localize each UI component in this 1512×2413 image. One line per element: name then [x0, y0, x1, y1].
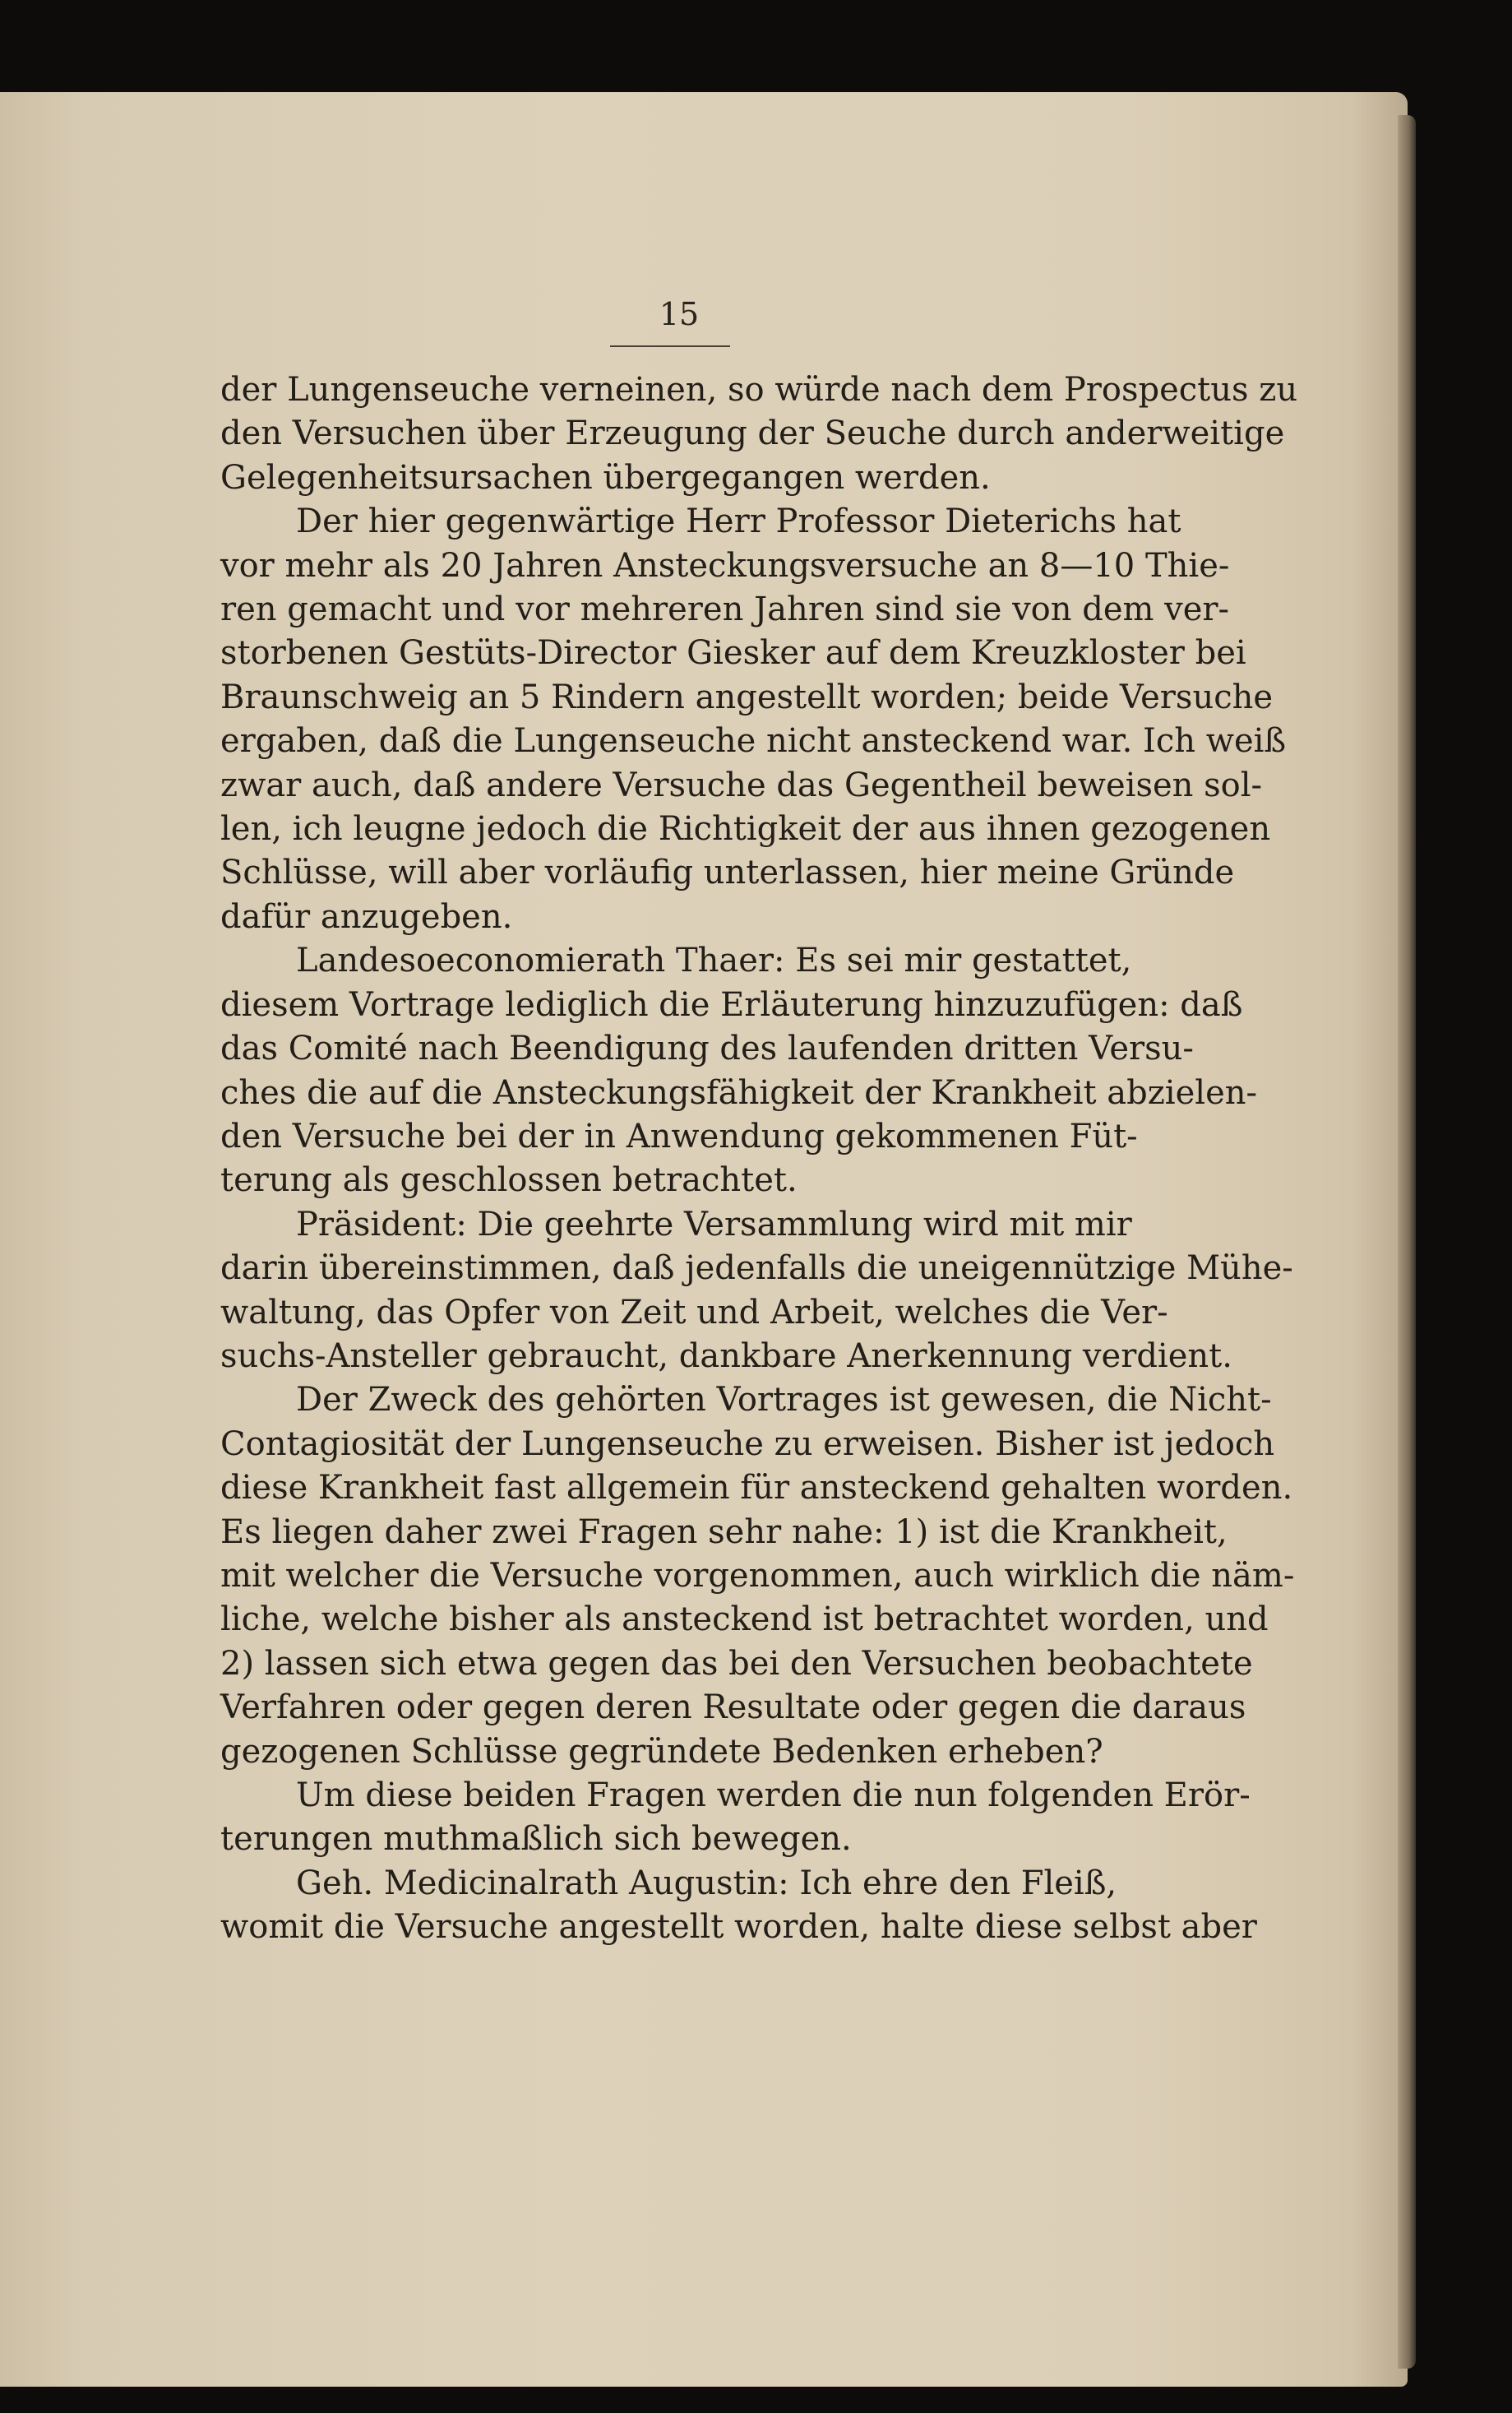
text-line: Contagiosität der Lungenseuche zu erweisen. Bisher ist jedoch — [220, 1424, 1275, 1463]
text-line: Schlüsse, will aber vorläufig unterlassen, hier meine Gründe — [220, 854, 1235, 892]
text-line: Gelegenheitsursachen übergegangen werden. — [220, 458, 991, 497]
text-line: liche, welche bisher als ansteckend ist betrachtet worden, und — [220, 1600, 1269, 1639]
text-line: womit die Versuche angestellt worden, halte diese selbst aber — [220, 1908, 1257, 1947]
text-line: Geh. Medicinalrath Augustin: Ich ehre den Fleiß, — [296, 1864, 1117, 1902]
text-line: ergaben, daß die Lungenseuche nicht ansteckend war. Ich weiß — [220, 722, 1287, 761]
text-line: den Versuchen über Erzeugung der Seuche durch anderweitige — [220, 415, 1285, 453]
text-line: Der Zweck des gehörten Vortrages ist gewesen, die Nicht- — [296, 1381, 1272, 1420]
body-text — [220, 368, 1298, 1950]
text-line: ches die auf die Ansteckungsfähigkeit der Krankheit abzielen- — [220, 1073, 1258, 1112]
text-line: gezogenen Schlüsse gegründete Bedenken erheben? — [220, 1732, 1103, 1771]
text-line: Landesoeconomierath Thaer: Es sei mir gestattet, — [296, 942, 1132, 980]
text-line: diese Krankheit fast allgemein für ansteckend gehalten worden. — [220, 1469, 1293, 1508]
text-line: waltung, das Opfer von Zeit und Arbeit, welches die Ver- — [220, 1293, 1168, 1332]
text-line: vor mehr als 20 Jahren Ansteckungsversuche an 8—10 Thie- — [220, 546, 1230, 585]
text-line: 2) lassen sich etwa gegen das bei den Versuchen beobachtete — [220, 1644, 1253, 1683]
text-line: Es liegen daher zwei Fragen sehr nahe: 1) ist die Krankheit, — [220, 1512, 1228, 1551]
text-line: Verfahren oder gegen deren Resultate oder gegen die daraus — [220, 1688, 1246, 1727]
text-line: storbenen Gestüts-Director Giesker auf dem Kreuzkloster bei — [220, 634, 1246, 673]
text-line: der Lungenseuche verneinen, so würde nach dem Prospectus zu — [220, 371, 1298, 409]
text-line: terungen muthmaßlich sich bewegen. — [220, 1820, 852, 1859]
text-line: das Comité nach Beendigung des laufenden dritten Versu- — [220, 1030, 1194, 1068]
text-line: diesem Vortrage lediglich die Erläuterung hinzuzufügen: daß — [220, 985, 1243, 1024]
text-line: zwar auch, daß andere Versuche das Gegentheil beweisen sol- — [220, 766, 1263, 804]
text-line: Präsident: Die geehrte Versammlung wird mit mir — [296, 1205, 1132, 1244]
text-line: mit welcher die Versuche vorgenommen, auch wirklich die näm- — [220, 1556, 1295, 1595]
text-line: ren gemacht und vor mehreren Jahren sind sie von dem ver- — [220, 591, 1230, 629]
text-line: darin übereinstimmen, daß jedenfalls die uneigennützige Mühe- — [220, 1249, 1293, 1288]
page-edge — [1398, 115, 1416, 2369]
text-line: dafür anzugeben. — [220, 897, 513, 936]
text-line: len, ich leugne jedoch die Richtigkeit der aus ihnen gezogenen — [220, 810, 1271, 849]
text-line: den Versuche bei der in Anwendung gekommenen Füt- — [220, 1117, 1138, 1156]
text-line: terung als geschlossen betrachtet. — [220, 1161, 798, 1200]
text-line: Um diese beiden Fragen werden die nun folgenden Erör- — [296, 1776, 1251, 1814]
text-line: Braunschweig an 5 Rindern angestellt worden; beide Versuche — [220, 678, 1274, 716]
page-number-rule — [610, 345, 730, 347]
text-line: Der hier gegenwärtige Herr Professor Dieterichs hat — [296, 503, 1181, 541]
page-number: 15 — [659, 296, 700, 332]
text-line: suchs-Ansteller gebraucht, dankbare Anerkennung verdient. — [220, 1336, 1232, 1375]
